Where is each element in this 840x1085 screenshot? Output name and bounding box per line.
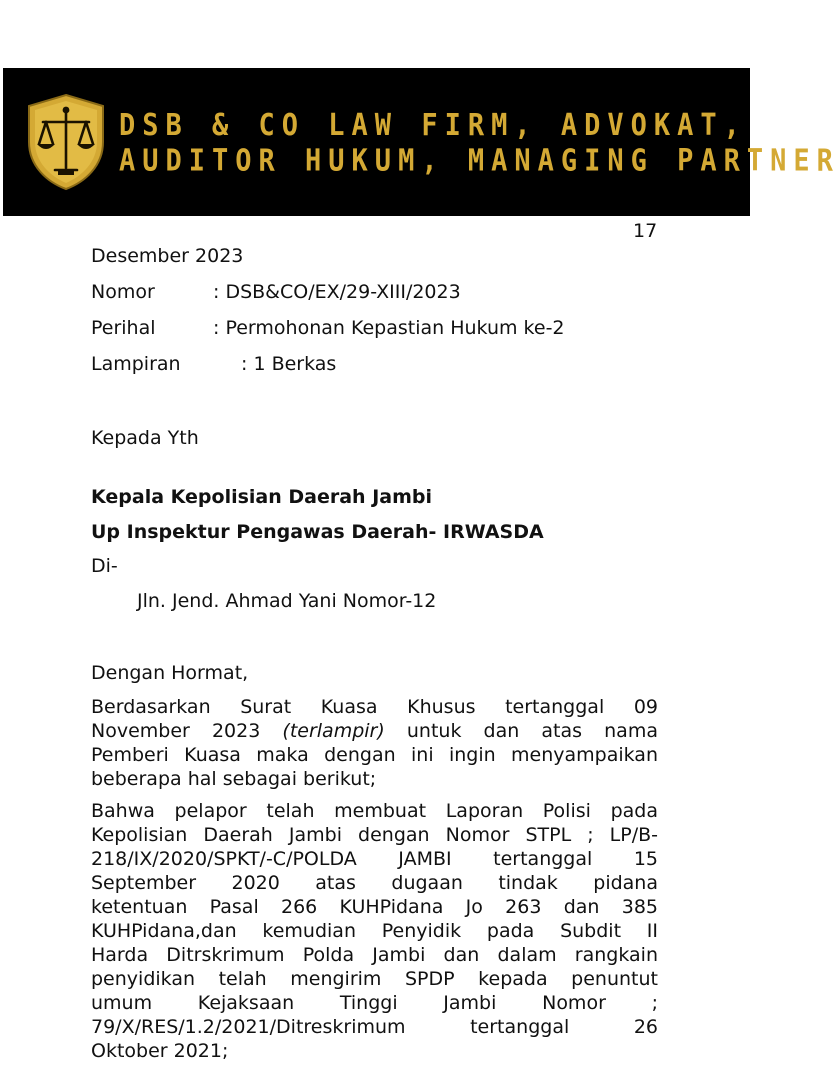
para2-line: Oktober 2021; — [91, 1040, 229, 1062]
lampiran-label: Lampiran — [91, 353, 181, 375]
para2-line: ketentuan Pasal 266 KUHPidana Jo 263 dan 385 — [91, 896, 658, 918]
recipient-line2: Up Inspektur Pengawas Daerah- IRWASDA — [91, 521, 544, 543]
firm-name-line2: AUDITOR HUKUM, MANAGING PARTNER — [119, 143, 840, 179]
para2-line: 218/IX/2020/SPKT/-C/POLDA JAMBI tertanggal 15 — [91, 848, 658, 870]
nomor-label: Nomor — [91, 281, 155, 303]
date-day: 17 — [633, 220, 658, 242]
perihal-value: : Permohonan Kepastian Hukum ke-2 — [213, 317, 565, 339]
recipient-di: Di- — [91, 555, 118, 577]
greeting: Dengan Hormat, — [91, 662, 249, 684]
kepada-yth: Kepada Yth — [91, 427, 199, 449]
para1-line: November 2023 (terlampir) untuk dan atas nama — [91, 720, 658, 742]
terlampir-italic: (terlampir) — [282, 720, 385, 742]
date-month-year: Desember 2023 — [91, 245, 244, 267]
recipient-line1: Kepala Kepolisian Daerah Jambi — [91, 486, 432, 508]
para2-line: 79/X/RES/1.2/2021/Ditreskrimum tertanggal 26 — [91, 1016, 658, 1038]
perihal-label: Perihal — [91, 317, 156, 339]
scales-of-justice-icon — [25, 92, 107, 192]
firm-name-line1: DSB & CO LAW FIRM, ADVOKAT, — [119, 108, 747, 143]
recipient-address: Jln. Jend. Ahmad Yani Nomor-12 — [137, 590, 437, 612]
nomor-value: : DSB&CO/EX/29-XIII/2023 — [213, 281, 461, 303]
para2-line: Harda Ditrskrimum Polda Jambi dan dalam rangkain — [91, 944, 658, 966]
para1-line: Berdasarkan Surat Kuasa Khusus tertanggal 09 — [91, 696, 658, 718]
para2-line: Kepolisian Daerah Jambi dengan Nomor STPL ; LP/B- — [91, 824, 658, 846]
para2-line: September 2020 atas dugaan tindak pidana — [91, 872, 658, 894]
lampiran-value: : 1 Berkas — [241, 353, 337, 375]
para2-line: Bahwa pelapor telah membuat Laporan Polisi pada — [91, 800, 658, 822]
para1-line: beberapa hal sebagai berikut; — [91, 768, 377, 790]
para2-line: KUHPidana,dan kemudian Penyidik pada Subdit II — [91, 920, 658, 942]
paragraph-2 — [91, 799, 658, 1063]
firm-name — [119, 108, 840, 180]
para2-line: umum Kejaksaan Tinggi Jambi Nomor ; — [91, 992, 658, 1014]
paragraph-1 — [91, 695, 658, 791]
para1-line: Pemberi Kuasa maka dengan ini ingin menyampaikan — [91, 744, 658, 766]
para2-line: penyidikan telah mengirim SPDP kepada penuntut — [91, 968, 658, 990]
letterhead-banner — [3, 68, 840, 216]
